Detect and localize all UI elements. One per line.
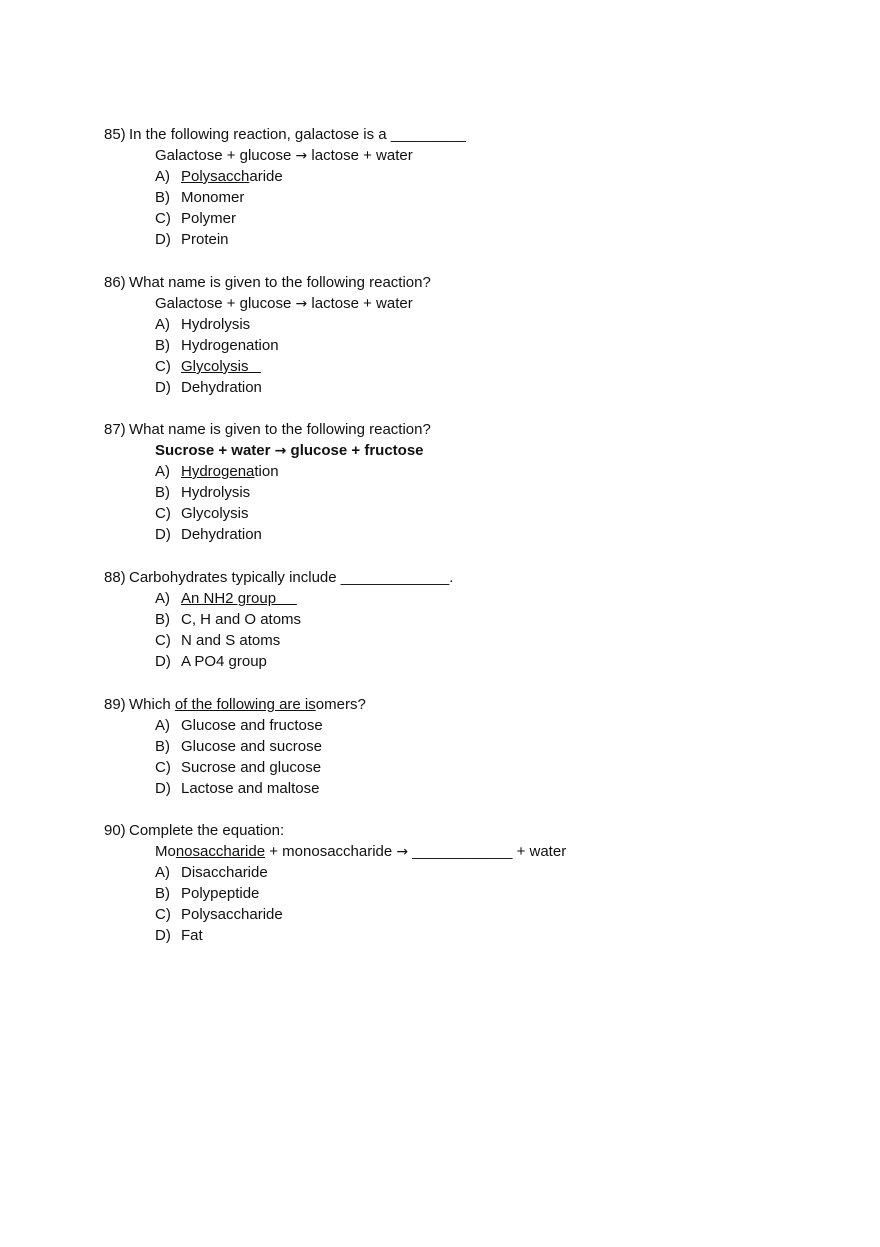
option-c[interactable]	[155, 757, 804, 778]
reaction-equation	[155, 293, 804, 314]
option-c[interactable]	[155, 904, 804, 925]
question-90	[104, 820, 804, 946]
question-number: 85)	[104, 126, 126, 143]
option-text: Monomer	[181, 189, 245, 206]
option-text: Hydrolysis	[181, 484, 251, 501]
option-text: tion	[254, 463, 279, 480]
option-text: Fat	[181, 927, 203, 944]
option-text: Disaccharide	[181, 864, 268, 881]
question-stem	[104, 567, 804, 588]
option-letter: C)	[155, 505, 171, 522]
equation-right: glucose + fructose	[286, 442, 424, 459]
option-c[interactable]	[155, 630, 804, 651]
option-letter: B)	[155, 611, 170, 628]
question-prompt: What name is given to the following reaction?	[129, 274, 431, 291]
question-stem	[104, 124, 804, 145]
option-text: Polymer	[181, 210, 237, 227]
option-text: Lactose and maltose	[181, 780, 320, 797]
option-d[interactable]	[155, 524, 804, 545]
option-letter: D)	[155, 653, 171, 670]
equation-left: Galactose + glucose	[155, 147, 296, 164]
question-stem	[104, 820, 804, 841]
option-a[interactable]	[155, 715, 804, 736]
option-text: Polypeptide	[181, 885, 260, 902]
reaction-equation	[155, 841, 804, 862]
equation-pre: Mo	[155, 843, 176, 860]
option-a[interactable]	[155, 862, 804, 883]
option-letter: D)	[155, 379, 171, 396]
option-d[interactable]	[155, 229, 804, 250]
option-text: aride	[249, 168, 283, 185]
equation-left: Galactose + glucose	[155, 295, 296, 312]
question-prompt: Carbohydrates typically include _____________.	[129, 569, 454, 586]
question-89	[104, 694, 804, 799]
option-text: Protein	[181, 231, 229, 248]
option-a[interactable]	[155, 314, 804, 335]
option-c[interactable]	[155, 356, 804, 377]
question-prompt-end: omers?	[315, 696, 366, 713]
option-b[interactable]	[155, 187, 804, 208]
question-prompt: What name is given to the following reaction?	[129, 421, 431, 438]
option-letter: B)	[155, 337, 170, 354]
equation-right: lactose + water	[307, 295, 413, 312]
option-letter: C)	[155, 759, 171, 776]
option-b[interactable]	[155, 335, 804, 356]
question-prompt: Complete the equation:	[129, 822, 285, 839]
option-d[interactable]	[155, 651, 804, 672]
option-b[interactable]	[155, 482, 804, 503]
equation-left: + monosaccharide	[265, 843, 397, 860]
option-letter: A)	[155, 864, 170, 881]
option-letter: C)	[155, 632, 171, 649]
equation-underlined: nosaccharide	[175, 843, 266, 860]
option-d[interactable]	[155, 925, 804, 946]
option-text: Sucrose and glucose	[181, 759, 322, 776]
equation-left: Sucrose + water	[155, 442, 275, 459]
question-number: 86)	[104, 274, 126, 291]
question-prompt-underlined: of the following are is	[174, 696, 316, 713]
option-letter: B)	[155, 738, 170, 755]
option-letter: C)	[155, 210, 171, 227]
arrow-right-icon: →	[295, 148, 308, 164]
option-text: N and S atoms	[181, 632, 281, 649]
option-letter: A)	[155, 316, 170, 333]
option-text: Glycolysis	[181, 505, 249, 522]
option-text: Dehydration	[181, 526, 262, 543]
question-stem	[104, 272, 804, 293]
question-number: 90)	[104, 822, 126, 839]
option-d[interactable]	[155, 377, 804, 398]
option-text-underlined: Polysacch	[181, 168, 250, 185]
option-letter: B)	[155, 484, 170, 501]
question-number: 88)	[104, 569, 126, 586]
option-text: Hydrogenation	[181, 337, 279, 354]
option-letter: D)	[155, 526, 171, 543]
question-number: 87)	[104, 421, 126, 438]
option-text: C, H and O atoms	[181, 611, 302, 628]
arrow-right-icon: →	[274, 443, 287, 459]
option-letter: A)	[155, 463, 170, 480]
option-text-underlined: Hydrogena	[181, 463, 255, 480]
reaction-equation	[155, 145, 804, 166]
option-letter: B)	[155, 885, 170, 902]
question-prompt: In the following reaction, galactose is a _________	[129, 126, 466, 143]
option-b[interactable]	[155, 609, 804, 630]
question-stem	[104, 694, 804, 715]
option-letter: D)	[155, 231, 171, 248]
arrow-right-icon: →	[396, 844, 409, 860]
option-text-underlined: An NH2 group	[181, 590, 297, 607]
option-text: A PO4 group	[181, 653, 267, 670]
option-text: Polysaccharide	[181, 906, 283, 923]
reaction-equation	[155, 440, 804, 461]
option-text: Hydrolysis	[181, 316, 251, 333]
question-87	[104, 419, 804, 545]
option-text: Glucose and fructose	[181, 717, 323, 734]
option-letter: D)	[155, 780, 171, 797]
option-letter: A)	[155, 168, 170, 185]
option-d[interactable]	[155, 778, 804, 799]
question-85	[104, 124, 804, 250]
option-letter: D)	[155, 927, 171, 944]
option-letter: B)	[155, 189, 170, 206]
question-number: 89)	[104, 696, 126, 713]
option-c[interactable]	[155, 208, 804, 229]
option-b[interactable]	[155, 883, 804, 904]
option-a[interactable]	[155, 588, 804, 609]
question-86	[104, 272, 804, 398]
option-a[interactable]	[155, 166, 804, 187]
option-text: Dehydration	[181, 379, 262, 396]
question-stem	[104, 419, 804, 440]
option-letter: C)	[155, 358, 171, 375]
option-c[interactable]	[155, 503, 804, 524]
equation-right: ____________ + water	[408, 843, 567, 860]
option-text: Glucose and sucrose	[181, 738, 322, 755]
question-88	[104, 567, 804, 672]
option-a[interactable]	[155, 461, 804, 482]
option-letter: C)	[155, 906, 171, 923]
option-b[interactable]	[155, 736, 804, 757]
question-prompt: Which	[129, 696, 175, 713]
option-text-underlined: Glycolysis	[181, 358, 262, 375]
arrow-right-icon: →	[295, 296, 308, 312]
option-letter: A)	[155, 717, 170, 734]
equation-right: lactose + water	[307, 147, 413, 164]
option-letter: A)	[155, 590, 170, 607]
